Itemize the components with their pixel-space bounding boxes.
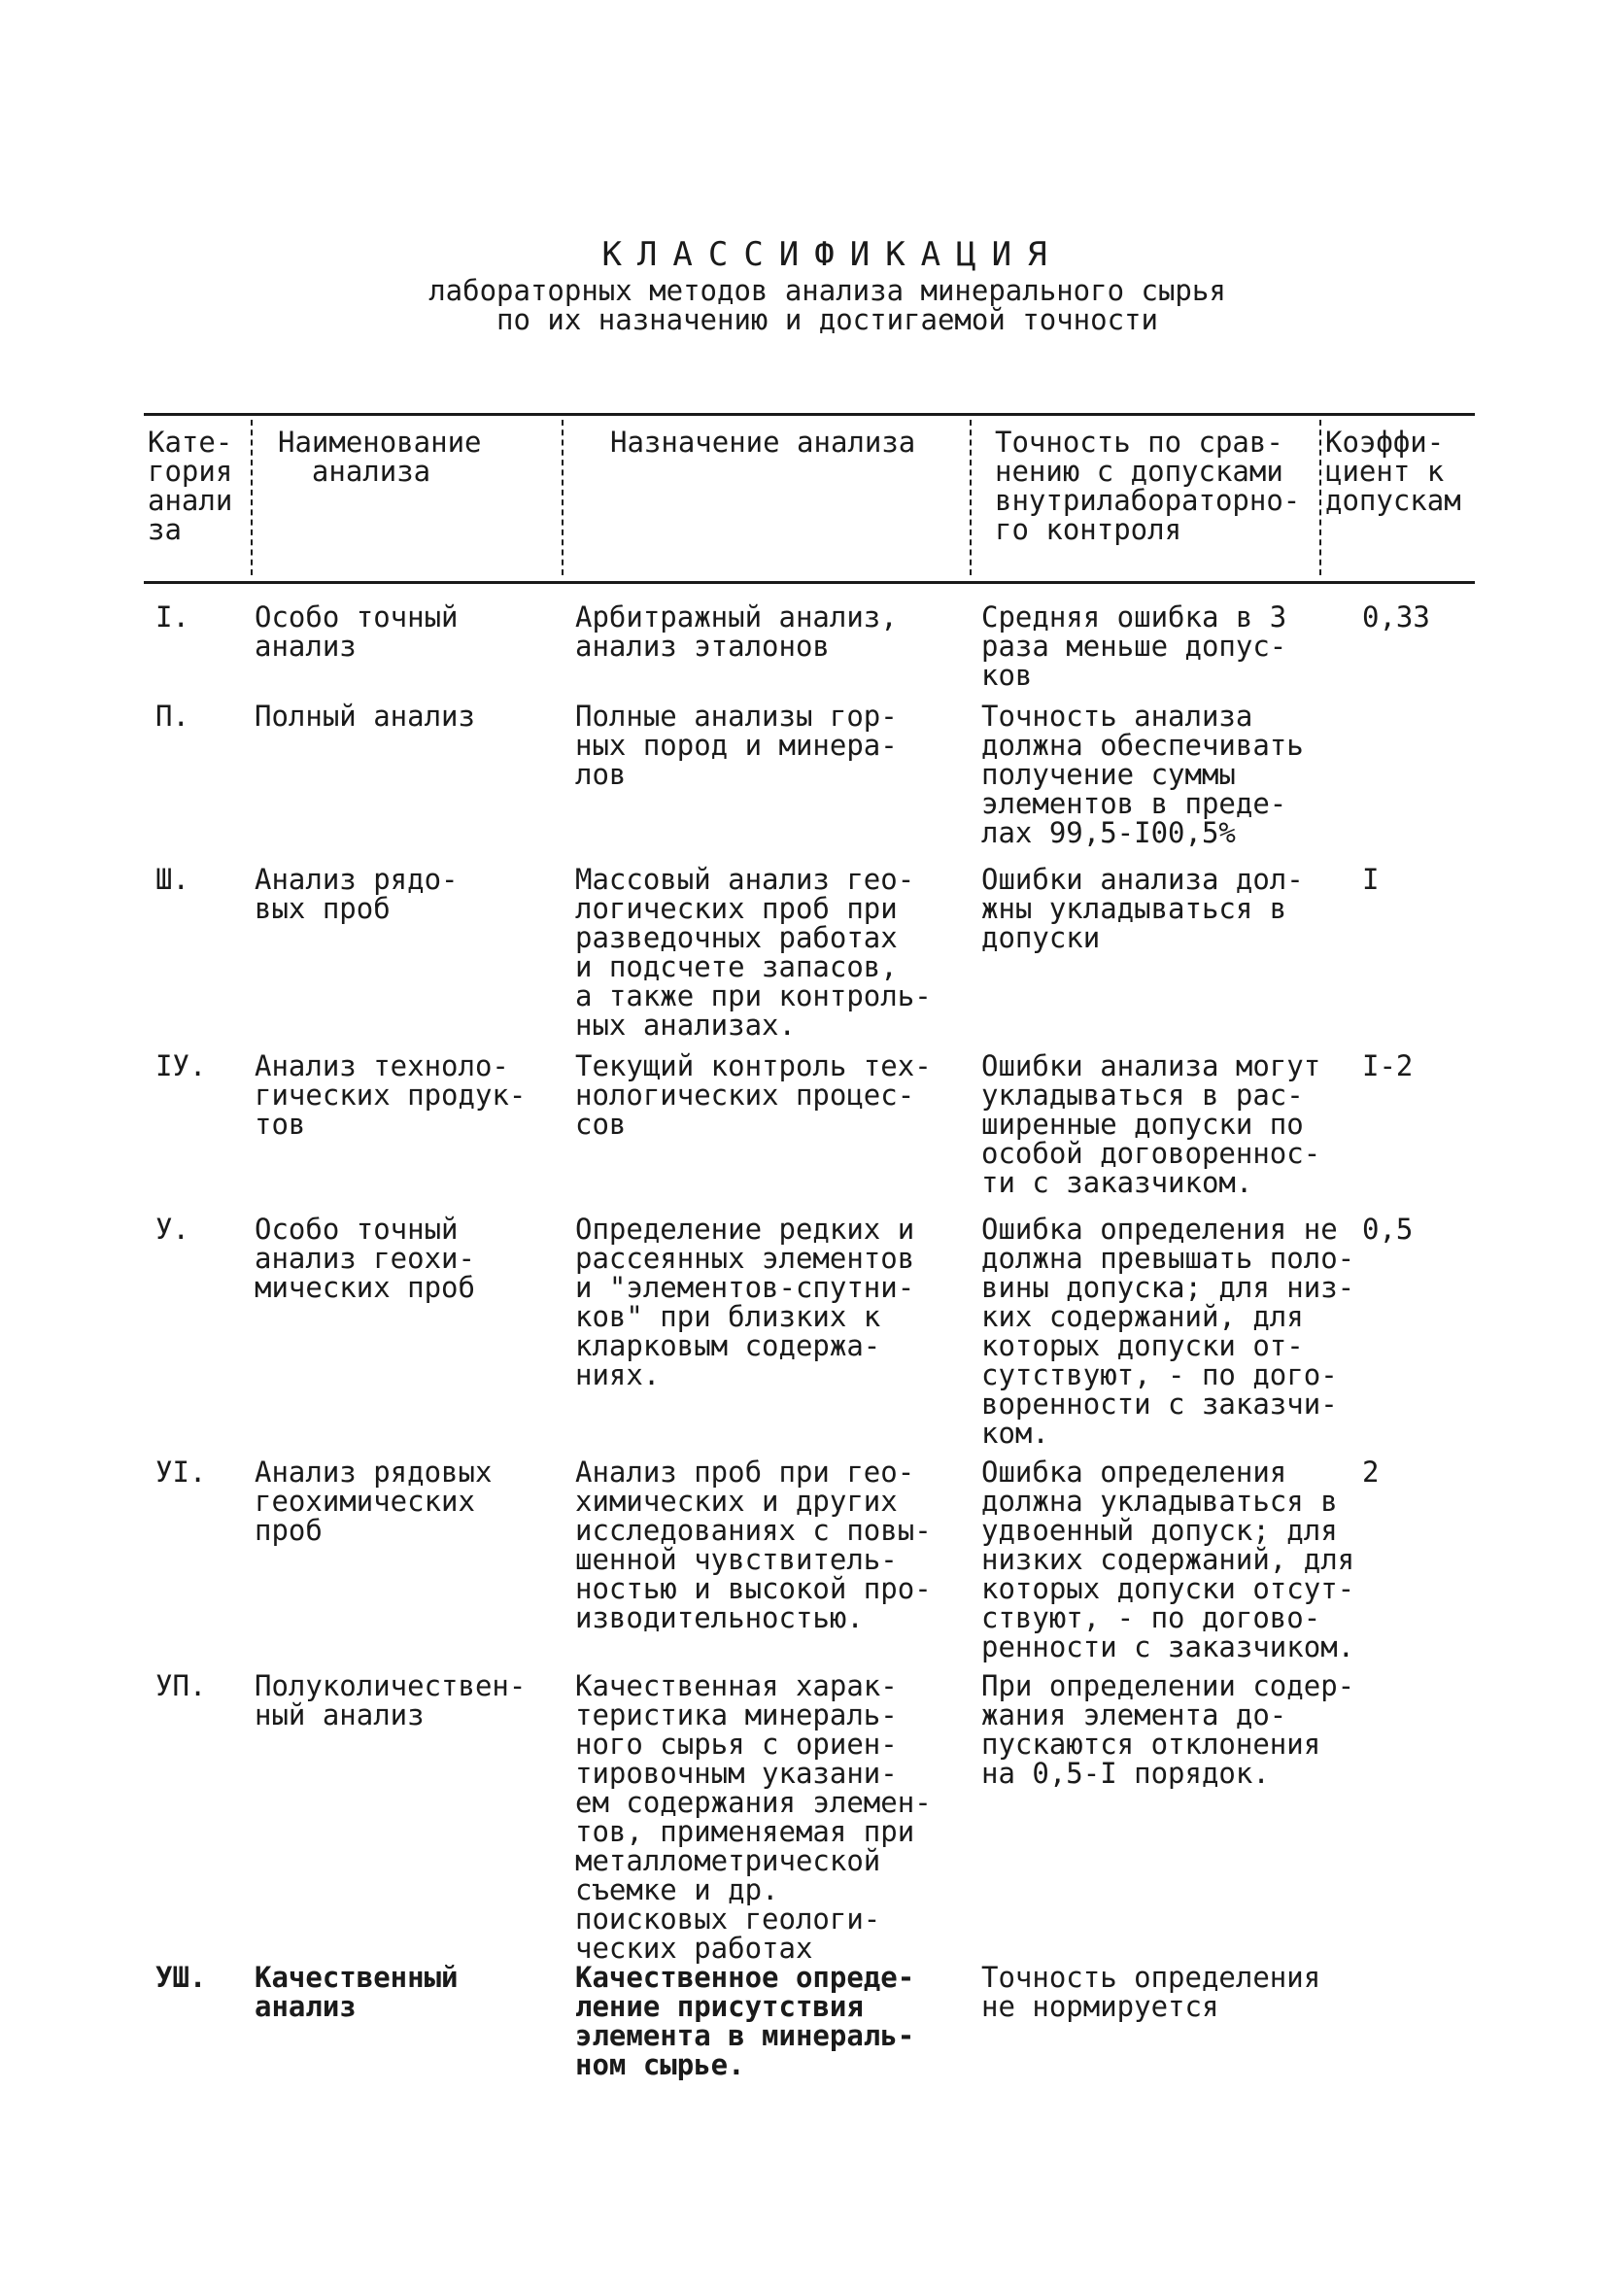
row-purpose xyxy=(575,1457,932,1632)
cell-line: П. xyxy=(155,700,189,733)
cell-line: Качественное опреде- xyxy=(575,1961,915,1994)
cell-line: ков xyxy=(981,659,1033,692)
cell-line: элементов в преде- xyxy=(981,787,1287,820)
cell-line: У. xyxy=(155,1213,189,1246)
cell-line: I. xyxy=(155,600,189,634)
cell-line: лах 99,5-I00,5% xyxy=(981,816,1236,849)
cell-line: ностью и высокой про- xyxy=(575,1572,932,1605)
cell-line: ных анализах. xyxy=(575,1009,796,1042)
cell-line: ного сырья с ориен- xyxy=(575,1728,898,1761)
column-divider xyxy=(251,420,253,575)
row-category xyxy=(155,1963,206,1992)
cell-line: ных пород и минера- xyxy=(575,729,898,762)
row-name xyxy=(255,702,475,731)
cell-line: ный анализ xyxy=(255,1698,425,1731)
row-purpose xyxy=(575,1671,932,1963)
cell-line: удвоенный допуск; для xyxy=(981,1514,1338,1547)
row-coefficient xyxy=(1362,1215,1413,1244)
cell-line: ширенные допуски по xyxy=(981,1108,1304,1141)
row-category xyxy=(155,1671,206,1700)
cell-line: ном сырье. xyxy=(575,2048,745,2081)
cell-line: УП. xyxy=(155,1669,207,1702)
title-block xyxy=(0,233,1606,334)
row-category xyxy=(155,865,189,894)
document-subtitle xyxy=(49,276,1606,334)
cell-line: сов xyxy=(575,1108,627,1141)
cell-line: изводительностью. xyxy=(575,1601,864,1634)
cell-line: Полуколичествен- xyxy=(255,1669,527,1702)
cell-line: ков" при близких к xyxy=(575,1300,881,1333)
cell-line: анализ xyxy=(255,630,357,663)
cell-line: разведочных работах xyxy=(575,921,898,954)
column-divider xyxy=(1319,420,1321,575)
row-accuracy xyxy=(981,1215,1354,1448)
cell-line: Текущий контроль тех- xyxy=(575,1049,932,1082)
subtitle-line: лабораторных методов анализа минерального сырья xyxy=(428,274,1226,307)
row-category xyxy=(155,1051,206,1080)
cell-line: 2 xyxy=(1362,1456,1380,1489)
document-title: КЛАССИФИКАЦИЯ xyxy=(601,235,1063,274)
row-purpose xyxy=(575,1215,914,1389)
cell-line: УI. xyxy=(155,1456,207,1489)
cell-line: ком. xyxy=(981,1417,1049,1450)
cell-line: Анализ проб при гео- xyxy=(575,1456,915,1489)
cell-line: раза меньше допус- xyxy=(981,630,1287,663)
row-accuracy xyxy=(981,1671,1354,1788)
cell-line: 0,33 xyxy=(1362,600,1430,634)
cell-line: Точность определения xyxy=(981,1961,1321,1994)
cell-line: 0,5 xyxy=(1362,1213,1414,1246)
cell-line: Особо точный xyxy=(255,600,459,634)
cell-line: тов xyxy=(255,1108,306,1141)
cell-line: должна превышать поло- xyxy=(981,1242,1355,1275)
cell-line: поисковых геологи- xyxy=(575,1902,881,1936)
row-category xyxy=(155,602,189,632)
cell-line: воренности с заказчи- xyxy=(981,1388,1338,1421)
cell-line: должна обеспечивать xyxy=(981,729,1304,762)
cell-line: вых проб xyxy=(255,892,391,925)
cell-line: на 0,5-I порядок. xyxy=(981,1757,1270,1790)
cell-line: лов xyxy=(575,758,627,791)
cell-line: ти с заказчиком. xyxy=(981,1166,1253,1199)
cell-line: I xyxy=(1362,863,1380,896)
row-coefficient xyxy=(1362,865,1379,894)
cell-line: Анализ техноло- xyxy=(255,1049,509,1082)
row-accuracy xyxy=(981,865,1304,952)
cell-line: анализ эталонов xyxy=(575,630,830,663)
cell-line: I-2 xyxy=(1362,1049,1414,1082)
cell-line: съемке и др. xyxy=(575,1873,779,1906)
cell-line: элемента в минераль- xyxy=(575,2019,915,2052)
cell-line: Массовый анализ гео- xyxy=(575,863,915,896)
cell-line: Ошибка определения xyxy=(981,1456,1287,1489)
cell-line: химических и других xyxy=(575,1485,898,1518)
cell-line: проб xyxy=(255,1514,323,1547)
cell-line: низких содержаний, для xyxy=(981,1543,1355,1576)
row-coefficient xyxy=(1362,1051,1413,1080)
cell-line: Ошибка определения не xyxy=(981,1213,1338,1246)
row-name xyxy=(255,1215,475,1302)
cell-line: Анализ рядо- xyxy=(255,863,459,896)
cell-line: ствуют, - по догово- xyxy=(981,1601,1321,1634)
cell-line: должна укладываться в xyxy=(981,1485,1338,1518)
row-category xyxy=(155,1215,189,1244)
cell-line: Арбитражный анализ, xyxy=(575,600,898,634)
cell-line: шенной чувствитель- xyxy=(575,1543,898,1576)
cell-line: Точность анализа xyxy=(981,700,1253,733)
cell-line: ких содержаний, для xyxy=(981,1300,1304,1333)
cell-line: анализ xyxy=(255,1990,357,2023)
cell-line: Особо точный xyxy=(255,1213,459,1246)
header-category: Кате- гория анали за xyxy=(148,426,233,546)
row-coefficient xyxy=(1362,602,1430,632)
cell-line: При определении содер- xyxy=(981,1669,1355,1702)
cell-line: УШ. xyxy=(155,1961,207,1994)
cell-line: теристика минераль- xyxy=(575,1698,898,1731)
cell-line: Качественный xyxy=(255,1961,459,1994)
header-accuracy: Точность по срав- нению с допусками внутрилабораторно- го контроля xyxy=(995,426,1301,546)
cell-line: которых допуски отсут- xyxy=(981,1572,1355,1605)
table-header xyxy=(144,413,1475,584)
cell-line: ренности с заказчиком. xyxy=(981,1630,1355,1663)
row-accuracy xyxy=(981,602,1286,690)
header-name: Наименование анализа xyxy=(278,426,482,488)
cell-line: кларковым содержа- xyxy=(575,1329,881,1362)
cell-line: жания элемента до- xyxy=(981,1698,1287,1731)
cell-line: анализ геохи- xyxy=(255,1242,475,1275)
row-accuracy xyxy=(981,1051,1320,1197)
row-purpose xyxy=(575,1963,914,2079)
row-coefficient xyxy=(1362,1457,1379,1487)
header-purpose: Назначение анализа xyxy=(610,426,916,459)
cell-line: логических проб при xyxy=(575,892,898,925)
cell-line: и подсчете запасов, xyxy=(575,950,898,983)
cell-line: металлометрической xyxy=(575,1844,881,1877)
cell-line: Ошибки анализа дол- xyxy=(981,863,1304,896)
cell-line: геохимических xyxy=(255,1485,475,1518)
cell-line: ниях. xyxy=(575,1358,661,1391)
subtitle-line: по их назначению и достигаемой точности xyxy=(496,303,1158,336)
column-divider xyxy=(562,420,564,575)
cell-line: а также при контроль- xyxy=(575,979,932,1012)
cell-line: Анализ рядовых xyxy=(255,1456,493,1489)
row-accuracy xyxy=(981,1457,1354,1662)
row-accuracy xyxy=(981,1963,1320,2021)
cell-line: Качественная харак- xyxy=(575,1669,898,1702)
row-name xyxy=(255,1671,526,1730)
row-purpose xyxy=(575,865,932,1040)
row-accuracy xyxy=(981,702,1304,847)
column-divider xyxy=(970,420,972,575)
row-category xyxy=(155,1457,206,1487)
cell-line: жны укладываться в xyxy=(981,892,1287,925)
cell-line: мических проб xyxy=(255,1271,475,1304)
cell-line: Ш. xyxy=(155,863,189,896)
cell-line: гических продук- xyxy=(255,1079,527,1112)
row-name xyxy=(255,865,459,923)
header-coefficient: Коэффи- циент к допускам xyxy=(1325,426,1461,517)
cell-line: тов, применяемая при xyxy=(575,1815,915,1848)
cell-line: не нормируется xyxy=(981,1990,1219,2023)
row-purpose xyxy=(575,602,898,661)
row-name xyxy=(255,1051,526,1139)
cell-line: и "элементов-спутни- xyxy=(575,1271,915,1304)
cell-line: рассеянных элементов xyxy=(575,1242,915,1275)
cell-line: которых допуски от- xyxy=(981,1329,1304,1362)
cell-line: вины допуска; для низ- xyxy=(981,1271,1355,1304)
row-category xyxy=(155,702,189,731)
cell-line: получение суммы xyxy=(981,758,1236,791)
cell-line: Определение редких и xyxy=(575,1213,915,1246)
row-name xyxy=(255,602,459,661)
cell-line: ческих работах xyxy=(575,1932,813,1965)
cell-line: Ошибки анализа могут xyxy=(981,1049,1321,1082)
cell-line: ем содержания элемен- xyxy=(575,1786,932,1819)
cell-line: IУ. xyxy=(155,1049,207,1082)
cell-line: исследованиях с повы- xyxy=(575,1514,932,1547)
cell-line: тировочным указани- xyxy=(575,1757,898,1790)
cell-line: ление присутствия xyxy=(575,1990,864,2023)
cell-line: Полный анализ xyxy=(255,700,475,733)
cell-line: сутствуют, - по дого- xyxy=(981,1358,1338,1391)
cell-line: пускаются отклонения xyxy=(981,1728,1321,1761)
cell-line: допуски xyxy=(981,921,1101,954)
cell-line: нологических процес- xyxy=(575,1079,915,1112)
cell-line: Средняя ошибка в 3 xyxy=(981,600,1287,634)
row-purpose xyxy=(575,1051,932,1139)
row-purpose xyxy=(575,702,898,789)
cell-line: особой договореннос- xyxy=(981,1137,1321,1170)
cell-line: Полные анализы гор- xyxy=(575,700,898,733)
cell-line: укладываться в рас- xyxy=(981,1079,1304,1112)
row-name xyxy=(255,1963,459,2021)
row-name xyxy=(255,1457,492,1545)
